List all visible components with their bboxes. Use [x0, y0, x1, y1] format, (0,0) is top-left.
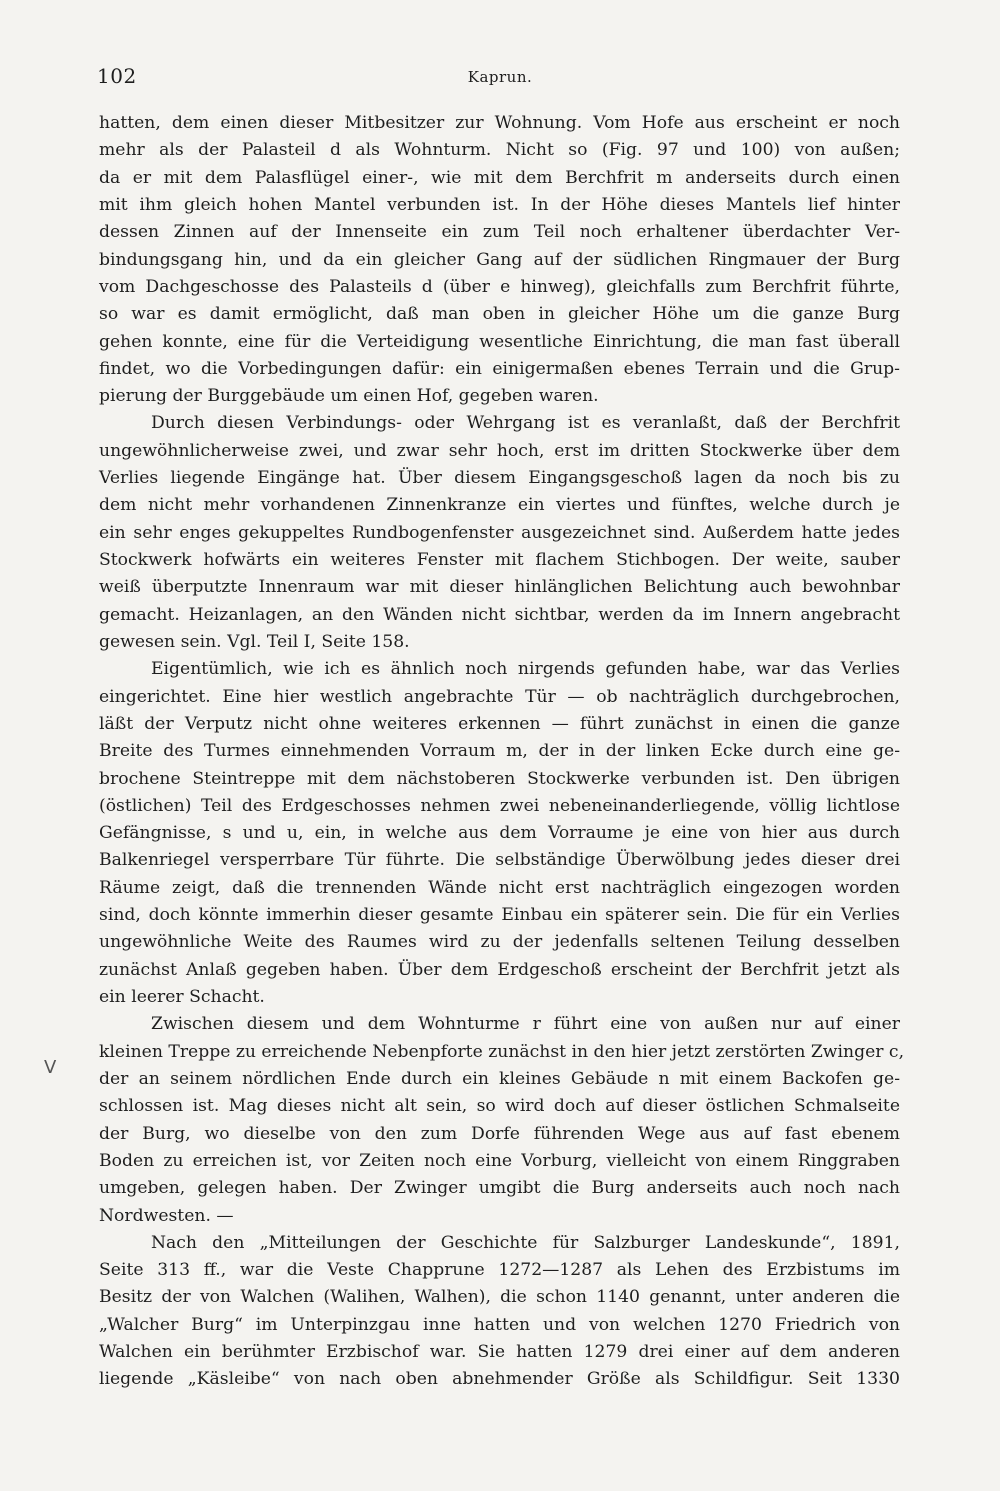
text-line: Verlies liegende Eingänge hat. Über diesem Eingangsgeschoß lagen da noch bis zu — [99, 468, 900, 489]
text-line: umgeben, gelegen haben. Der Zwinger umgibt die Burg anderseits auch noch nach — [99, 1178, 900, 1199]
text-line: Besitz der von Walchen (Walihen, Walhen), die schon 1140 genannt, unter anderen die — [99, 1287, 900, 1308]
paragraph-start-line: Durch diesen Verbindungs- oder Wehrgang ist es veranlaßt, daß der Berchfrit — [151, 413, 900, 434]
text-line: ungewöhnliche Weite des Raumes wird zu der jedenfalls seltenen Teilung desselben — [99, 932, 900, 953]
text-line: schlossen ist. Mag dieses nicht alt sein, so wird doch auf dieser östlichen Schmalseite — [99, 1096, 900, 1117]
text-line: gehen konnte, eine für die Verteidigung wesentliche Einrichtung, die man fast überall — [99, 331, 900, 352]
text-line: Balkenriegel versperrbare Tür führte. Die selbständige Überwölbung jedes dieser drei — [99, 850, 900, 871]
text-line: der Burg, wo dieselbe von den zum Dorfe führenden Wege aus auf fast ebenem — [99, 1123, 900, 1144]
paragraph-start-line: Eigentümlich, wie ich es ähnlich noch nirgends gefunden habe, war das Verlies — [151, 659, 900, 680]
text-line: Räume zeigt, daß die trennenden Wände nicht erst nachträglich eingezogen worden — [99, 877, 900, 898]
paragraph-start-line: Zwischen diesem und dem Wohnturme r führt eine von außen nur auf einer — [151, 1014, 900, 1035]
text-line: vom Dachgeschosse des Palasteils d (über e hinweg), gleichfalls zum Berchfrit führte, — [99, 276, 900, 297]
text-line: Seite 313 ff., war die Veste Chapprune 1272—1287 als Lehen des Erzbistums im — [99, 1260, 900, 1281]
text-line: eingerichtet. Eine hier westlich angebrachte Tür — ob nachträglich durchgebrochen, — [99, 686, 900, 707]
paragraph-start-line: Nach den „Mitteilungen der Geschichte für Salzburger Landeskunde“, 1891, — [151, 1232, 900, 1253]
text-line: Breite des Turmes einnehmenden Vorraum m, der in der linken Ecke durch eine ge- — [99, 741, 900, 762]
text-line: brochene Steintreppe mit dem nächstoberen Stockwerke verbunden ist. Den übrigen — [99, 768, 900, 789]
text-line: pierung der Burggebäude um einen Hof, gegeben waren. — [99, 386, 599, 407]
text-line: liegende „Käsleibe“ von nach oben abnehmender Größe als Schildfigur. Seit 1330 — [99, 1369, 900, 1390]
text-line: gewesen sein. Vgl. Teil I, Seite 158. — [99, 631, 410, 652]
text-line: läßt der Verputz nicht ohne weiteres erkennen — führt zunächst in einen die ganze — [99, 713, 900, 734]
text-line: findet, wo die Vorbedingungen dafür: ein einigermaßen ebenes Terrain und die Grup- — [99, 358, 900, 379]
text-line: ein leerer Schacht. — [99, 987, 265, 1007]
text-line: „Walcher Burg“ im Unterpinzgau inne hatten und von welchen 1270 Friedrich von — [99, 1314, 900, 1335]
text-line: dessen Zinnen auf der Innenseite ein zum Teil noch erhaltener überdachter Ver- — [99, 222, 900, 243]
text-line: weiß überputzte Innenraum war mit dieser hinlänglichen Belichtung auch bewohnbar — [99, 577, 900, 598]
text-line: dem nicht mehr vorhandenen Zinnenkranze ein viertes und fünftes, welche durch je — [99, 495, 900, 516]
text-line: mehr als der Palasteil d als Wohnturm. Nicht so (Fig. 97 und 100) von außen; — [99, 140, 900, 161]
text-line: Stockwerk hofwärts ein weiteres Fenster mit flachem Stichbogen. Der weite, sauber — [99, 550, 900, 570]
text-line: (östlichen) Teil des Erdgeschosses nehmen zwei nebeneinanderliegende, völlig lichtlose — [99, 795, 900, 816]
text-line: sind, doch könnte immerhin dieser gesamte Einbau ein späterer sein. Die für ein Verlies — [99, 905, 900, 926]
body-text — [99, 110, 905, 1394]
text-line: mit ihm gleich hohen Mantel verbunden ist. In der Höhe dieses Mantels lief hinter — [99, 194, 900, 215]
text-line: ungewöhnlicherweise zwei, und zwar sehr hoch, erst im dritten Stockwerke über dem — [99, 440, 900, 461]
page-number: 102 — [97, 64, 137, 88]
text-line: ein sehr enges gekuppeltes Rundbogenfenster ausgezeichnet sind. Außerdem hatte jedes — [99, 522, 900, 543]
text-line: Nordwesten. — — [99, 1205, 234, 1226]
text-line: da er mit dem Palasflügel einer-, wie mit dem Berchfrit m anderseits durch einen — [99, 167, 900, 188]
text-line: so war es damit ermöglicht, daß man oben in gleicher Höhe um die ganze Burg — [99, 304, 900, 325]
text-line: kleinen Treppe zu erreichende Nebenpforte zunächst in den hier jetzt zerstörten Zwinger c, — [99, 1041, 905, 1062]
text-line: Walchen ein berühmter Erzbischof war. Sie hatten 1279 drei einer auf dem anderen — [99, 1342, 900, 1363]
text-line: bindungsgang hin, und da ein gleicher Gang auf der südlichen Ringmauer der Burg — [99, 249, 900, 270]
text-line: Boden zu erreichen ist, vor Zeiten noch eine Vorburg, vielleicht von einem Ringgraben — [99, 1150, 900, 1171]
margin-mark: ᐯ — [44, 1057, 57, 1078]
text-line: gemacht. Heizanlagen, an den Wänden nicht sichtbar, werden da im Innern angebracht — [99, 604, 900, 625]
text-line: Gefängnisse, s und u, ein, in welche aus dem Vorraume je eine von hier aus durch — [99, 823, 900, 844]
running-title: Kaprun. — [467, 68, 533, 86]
text-line: zunächst Anlaß gegeben haben. Über dem Erdgeschoß erscheint der Berchfrit jetzt als — [99, 959, 900, 980]
text-line: der an seinem nördlichen Ende durch ein kleines Gebäude n mit einem Backofen ge- — [99, 1068, 900, 1089]
text-line: hatten, dem einen dieser Mitbesitzer zur Wohnung. Vom Hofe aus erscheint er noch — [99, 113, 900, 133]
